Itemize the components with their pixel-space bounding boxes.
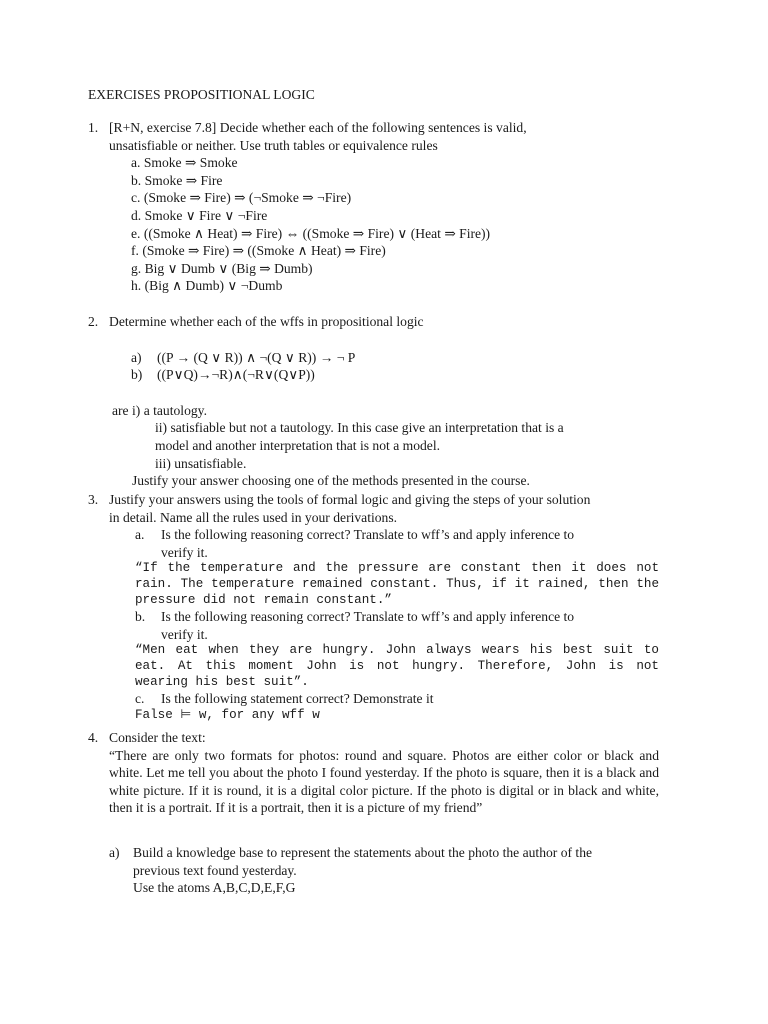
exercise-text: in detail. Name all the rules used in your derivations. bbox=[109, 509, 398, 525]
item-label: a) bbox=[109, 844, 120, 860]
question-text: verify it. bbox=[161, 544, 208, 560]
list-item: g. Big ∨ Dumb ∨ (Big ⇒ Dumb) bbox=[131, 260, 313, 276]
question-a bbox=[109, 844, 688, 862]
question-text: Is the following reasoning correct? Translate to wff’s and apply inference to bbox=[161, 527, 575, 543]
exercise-number: 3. bbox=[88, 492, 99, 507]
exercise-number: 2. bbox=[88, 314, 99, 329]
question-text: previous text found yesterday. bbox=[133, 862, 297, 878]
exercise-text: Determine whether each of the wffs in propositional logic bbox=[109, 314, 424, 329]
question-text: Use the atoms A,B,C,D,E,F,G bbox=[133, 880, 296, 896]
formula: False ⊨ w, for any wff w bbox=[135, 707, 320, 722]
wff-label: b) bbox=[131, 367, 143, 383]
exercise-text: Justify your answers using the tools of formal logic and giving the steps of your solution bbox=[109, 492, 591, 507]
wff-formula: ((P → (Q ∨ R)) ∧ ¬(Q ∨ R)) → ¬ P bbox=[157, 349, 356, 365]
list-item: h. (Big ∧ Dumb) ∨ ¬Dumb bbox=[131, 278, 283, 294]
exercise-text: unsatisfiable or neither. Use truth tables or equivalence rules bbox=[109, 137, 438, 153]
question-text: verify it. bbox=[161, 626, 208, 642]
list-item: f. (Smoke ⇒ Fire) ⇒ ((Smoke ∧ Heat) ⇒ Fire) bbox=[131, 243, 386, 259]
exercise-text: ii) satisfiable but not a tautology. In this case give an interpretation that is a bbox=[155, 420, 564, 436]
exercise-4 bbox=[88, 729, 688, 897]
exercise-text: [R+N, exercise 7.8] Decide whether each of the following sentences is valid, bbox=[109, 120, 527, 135]
quote-block: “There are only two formats for photos: round and square. Photos are either color or black and white. Let me tell you about the photo I found yesterday. If the photo is square, then it is a black and white picture. If it is round, it is a digital color picture. If the photo is digital or in black and white, then it is a portrait. If it is a portrait, then it is a picture of my friend” bbox=[109, 747, 659, 816]
exercise-text: Justify your answer choosing one of the methods presented in the course. bbox=[132, 473, 530, 489]
page-title: EXERCISES PROPOSITIONAL LOGIC bbox=[88, 87, 315, 102]
exercise-2 bbox=[88, 313, 688, 490]
question-text: Is the following reasoning correct? Translate to wff’s and apply inference to bbox=[161, 609, 575, 625]
question-c bbox=[135, 690, 688, 708]
wff-label: a) bbox=[131, 349, 142, 365]
item-label: b. bbox=[135, 609, 146, 625]
exercise-3 bbox=[88, 491, 688, 723]
list-item: c. (Smoke ⇒ Fire) ⇒ (¬Smoke ⇒ ¬Fire) bbox=[131, 190, 352, 206]
wff-item bbox=[131, 349, 688, 367]
quote-block: “If the temperature and the pressure are constant then it does not rain. The temperature remained constant. Thus, if it rained, then the pressure did not remain constant.” bbox=[135, 561, 659, 607]
question-text: Build a knowledge base to represent the statements about the photo the author of the bbox=[133, 844, 593, 860]
list-item: a. Smoke ⇒ Smoke bbox=[131, 155, 238, 171]
item-label: a. bbox=[135, 527, 145, 543]
wff-formula: ((P∨Q)→¬R)∧(¬R∨(Q∨P)) bbox=[157, 367, 315, 383]
list-item: b. Smoke ⇒ Fire bbox=[131, 172, 223, 188]
wff-item bbox=[131, 366, 688, 384]
exercise-text: Consider the text: bbox=[109, 730, 206, 745]
item-label: c. bbox=[135, 691, 145, 707]
question-a bbox=[135, 526, 688, 544]
exercise-number: 4. bbox=[88, 730, 99, 745]
list-item: e. ((Smoke ∧ Heat) ⇒ Fire) ⇔ ((Smoke ⇒ Fire) ∨ (Heat ⇒ Fire)) bbox=[131, 225, 491, 241]
exercise-text: iii) unsatisfiable. bbox=[155, 455, 247, 471]
question-b bbox=[135, 608, 688, 626]
exercise-text: are i) a tautology. bbox=[112, 402, 207, 418]
exercise-number: 1. bbox=[88, 120, 99, 135]
list-item: d. Smoke ∨ Fire ∨ ¬Fire bbox=[131, 207, 268, 223]
exercise-text: model and another interpretation that is not a model. bbox=[155, 437, 441, 453]
quote-block: “Men eat when they are hungry. John always wears his best suit to eat. At this moment John is not hungry. Therefore, John is not wearing his best suit”. bbox=[135, 643, 659, 689]
exercise-1 bbox=[88, 119, 688, 295]
question-text: Is the following statement correct? Demonstrate it bbox=[161, 691, 434, 707]
